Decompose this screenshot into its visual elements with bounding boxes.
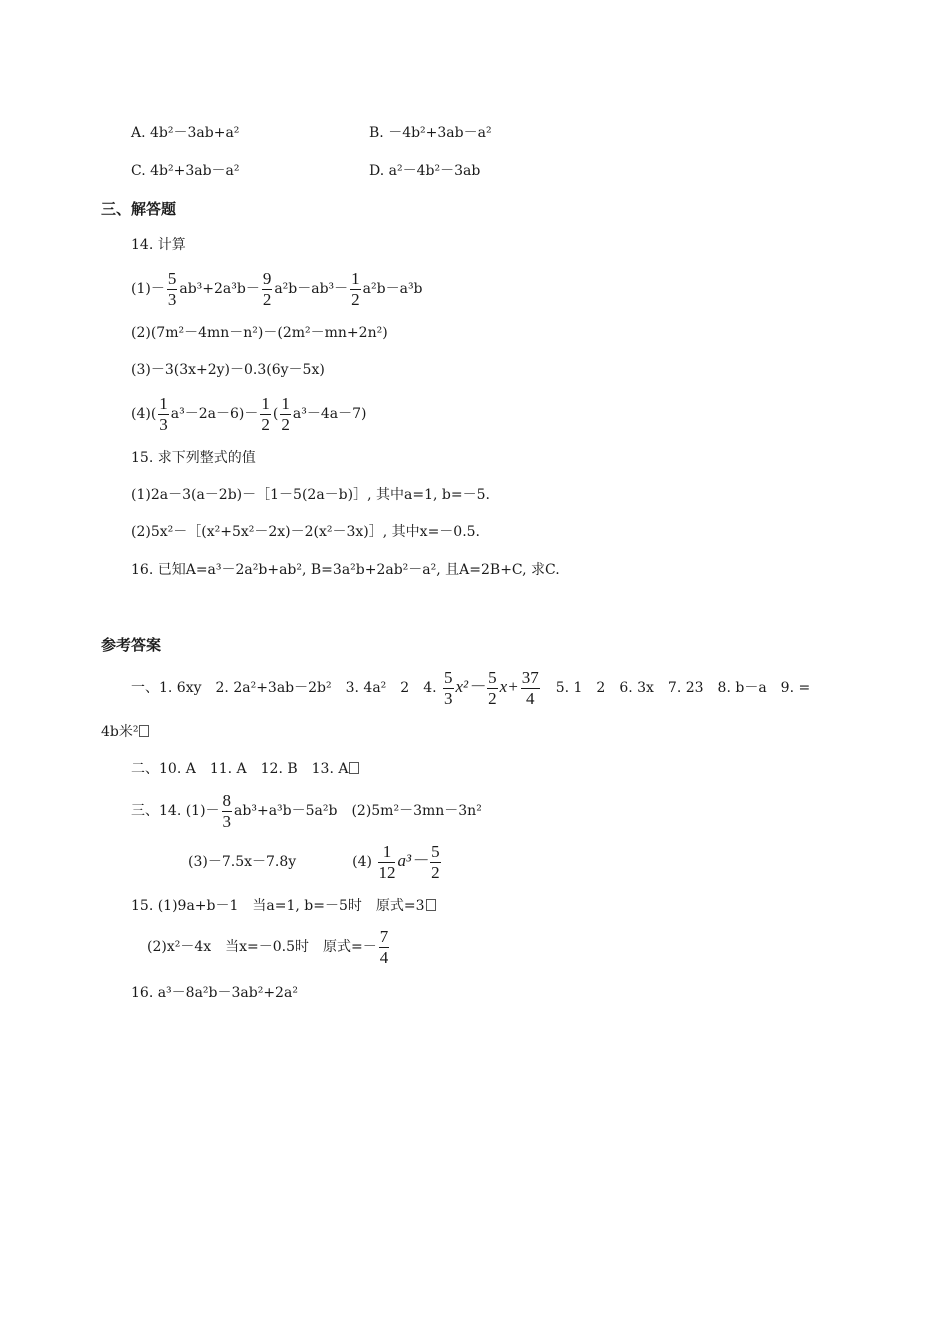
question-14-2: (2)(7m²－4mn－n²)－(2m²－mn+2n²)	[131, 325, 388, 341]
missing-glyph-box	[426, 899, 436, 911]
question-15-2: (2)5x²－［(x²+5x²－2x)－2(x²－3x)］, 其中x=－0.5.	[131, 524, 481, 540]
option-c: C. 4b²+3ab－a²	[131, 163, 240, 179]
option-a: A. 4b²－3ab+a²	[131, 125, 240, 141]
option-d: D. a²－4b²－3ab	[369, 163, 481, 179]
missing-glyph-box	[139, 725, 149, 737]
question-15-1: (1)2a－3(a－2b)－［1－5(2a－b)］, 其中a=1, b=－5.	[131, 487, 490, 503]
section-title: 三、解答题	[101, 200, 177, 218]
answers-line-7: 16. a³－8a²b－3ab²+2a²	[131, 985, 298, 1001]
answers-line-2: 二、10. A 11. A 12. B 13. A	[131, 760, 359, 778]
missing-glyph-box	[349, 762, 359, 774]
answers-line-5: 15. (1)9a+b－1 当a=1, b=－5时 原式=3	[131, 897, 436, 915]
question-14-1: (1)－ $\frac{5}{3}$ ab³+2a³b－ $\frac{9}{2}$ a²b－ab³－ $\frac{1}{2}$ a²b－a³b	[131, 268, 423, 309]
question-15: 15. 求下列整式的值	[131, 450, 256, 466]
question-14-3: (3)－3(3x+2y)－0.3(6y－5x)	[131, 362, 325, 378]
answers-line-6: (2)x²－4x 当x=－0.5时 原式=－ $\frac{7}{4}$	[147, 926, 389, 967]
question-14: 14. 计算	[131, 237, 186, 253]
answers-title: 参考答案	[101, 636, 162, 654]
answers-line-4: (3)－7.5x－7.8y (4) $\frac{1}{12}$ a³－ $\frac{5}{2}$	[188, 841, 440, 882]
answers-line-1-cont: 4b米²	[101, 723, 149, 741]
answers-line-1: 一、1. 6xy 2. 2a²+3ab－2b² 3. 4a² 2 4. $\frac{5}{3}$ x²－ $\frac{5}{2}$ x+ $\frac{37}{4}$ 5. 1 2 6. 3x 7. 23 8. b－a 9. =	[131, 667, 811, 708]
question-14-4: (4)( $\frac{1}{3}$ a³－2a－6)－ $\frac{1}{2}$ ( $\frac{1}{2}$ a³－4a－7)	[131, 393, 367, 434]
question-16: 16. 已知A=a³－2a²b+ab², B=3a²b+2ab²－a², 且A=2B+C, 求C.	[131, 562, 560, 578]
option-b: B. －4b²+3ab－a²	[369, 125, 492, 141]
answers-line-3: 三、14. (1)－ $\frac{8}{3}$ ab³+a³b－5a²b (2)5m²－3mn－3n²	[131, 790, 482, 831]
